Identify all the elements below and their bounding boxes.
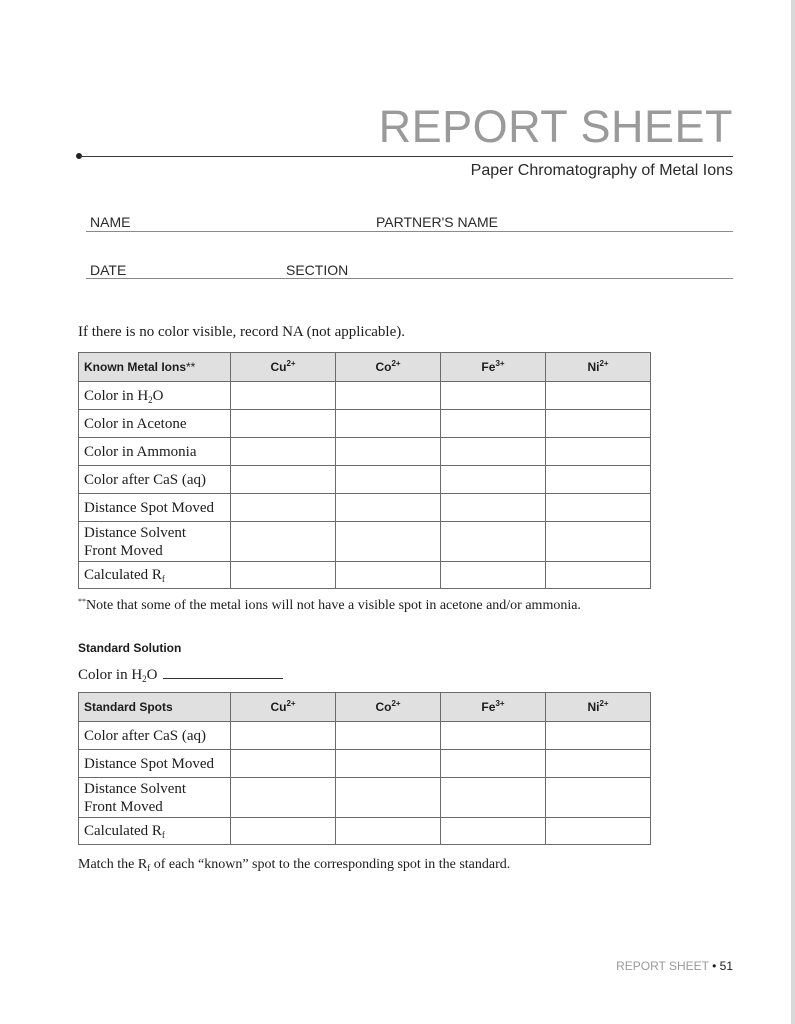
entry-cell[interactable] — [231, 722, 336, 750]
entry-cell[interactable] — [231, 750, 336, 778]
entry-cell[interactable] — [441, 382, 546, 410]
entry-cell[interactable] — [336, 778, 441, 818]
table-row — [79, 494, 651, 522]
table-row — [79, 750, 651, 778]
entry-cell[interactable] — [546, 562, 651, 589]
entry-cell[interactable] — [546, 382, 651, 410]
entry-cell[interactable] — [441, 410, 546, 438]
column-header-fe: $Fe^{3+}$ — [441, 693, 546, 722]
match-instruction: Match the $R_f$ of each “known” spot to the corresponding spot in the standard. — [78, 857, 511, 873]
name-label: NAME — [90, 214, 131, 230]
footer-label: REPORT SHEET — [616, 959, 709, 973]
column-header-ni: $Ni^{2+}$ — [546, 693, 651, 722]
entry-cell[interactable] — [546, 410, 651, 438]
table-row — [79, 410, 651, 438]
date-section-field[interactable] — [86, 278, 733, 279]
entry-cell[interactable] — [231, 438, 336, 466]
row-label-distance-solvent: Distance Solvent Front Moved — [79, 778, 231, 818]
entry-cell[interactable] — [231, 778, 336, 818]
date-label: DATE — [90, 262, 127, 278]
column-header-ni: $Ni^{2+}$ — [546, 353, 651, 382]
intro-text: If there is no color visible, record NA (not applicable). — [78, 324, 405, 340]
entry-cell[interactable] — [546, 494, 651, 522]
entry-cell[interactable] — [231, 818, 336, 845]
column-header-fe: $Fe^{3+}$ — [441, 353, 546, 382]
entry-cell[interactable] — [546, 778, 651, 818]
entry-cell[interactable] — [231, 494, 336, 522]
column-header-known: Known Metal Ions** — [79, 353, 231, 382]
entry-cell[interactable] — [546, 466, 651, 494]
entry-cell[interactable] — [546, 722, 651, 750]
entry-cell[interactable] — [231, 562, 336, 589]
entry-cell[interactable] — [441, 522, 546, 562]
column-header-standard: Standard Spots — [79, 693, 231, 722]
standard-spots-table — [78, 692, 651, 845]
page-footer — [616, 958, 733, 974]
column-header-cu: $Cu^{2+}$ — [231, 353, 336, 382]
entry-cell[interactable] — [546, 750, 651, 778]
standard-color-blank[interactable] — [163, 663, 283, 679]
entry-cell[interactable] — [546, 522, 651, 562]
entry-cell[interactable] — [336, 494, 441, 522]
entry-cell[interactable] — [231, 522, 336, 562]
entry-cell[interactable] — [336, 722, 441, 750]
page-subtitle: Paper Chromatography of Metal Ions — [470, 162, 733, 179]
entry-cell[interactable] — [441, 778, 546, 818]
entry-cell[interactable] — [336, 438, 441, 466]
table-row — [79, 438, 651, 466]
column-header-co: $Co^{2+}$ — [336, 693, 441, 722]
partners-name-label: PARTNER'S NAME — [376, 214, 498, 230]
entry-cell[interactable] — [336, 562, 441, 589]
page-number: 51 — [719, 959, 733, 973]
table-row — [79, 722, 651, 750]
page-edge — [791, 0, 795, 1024]
entry-cell[interactable] — [546, 438, 651, 466]
column-header-cu: $Cu^{2+}$ — [231, 693, 336, 722]
row-label-color-h2o: Color in $H_2O$ — [79, 382, 231, 410]
entry-cell[interactable] — [441, 494, 546, 522]
entry-cell[interactable] — [441, 722, 546, 750]
standard-color-line: Color in $H_2O$ — [78, 663, 283, 685]
page-title: REPORT SHEET — [378, 101, 733, 152]
entry-cell[interactable] — [336, 750, 441, 778]
row-label-color-after-cas: Color after CaS (aq) — [79, 466, 231, 494]
entry-cell[interactable] — [441, 750, 546, 778]
row-label-color-after-cas: Color after CaS (aq) — [79, 722, 231, 750]
table-header-row — [79, 353, 651, 382]
known-ions-table — [78, 352, 651, 589]
table-row — [79, 466, 651, 494]
entry-cell[interactable] — [231, 410, 336, 438]
footer-separator: • — [708, 959, 720, 973]
entry-cell[interactable] — [441, 438, 546, 466]
row-label-color-acetone: Color in Acetone — [79, 410, 231, 438]
entry-cell[interactable] — [336, 466, 441, 494]
column-header-co: $Co^{2+}$ — [336, 353, 441, 382]
table-header-row — [79, 693, 651, 722]
entry-cell[interactable] — [336, 410, 441, 438]
row-label-calculated-rf: Calculated $R_f$ — [79, 562, 231, 589]
row-label-color-ammonia: Color in Ammonia — [79, 438, 231, 466]
table-row — [79, 522, 651, 562]
entry-cell[interactable] — [441, 466, 546, 494]
table-row — [79, 382, 651, 410]
table-row — [79, 562, 651, 589]
entry-cell[interactable] — [441, 818, 546, 845]
entry-cell[interactable] — [336, 382, 441, 410]
row-label-distance-spot: Distance Spot Moved — [79, 750, 231, 778]
entry-cell[interactable] — [336, 818, 441, 845]
row-label-distance-spot: Distance Spot Moved — [79, 494, 231, 522]
entry-cell[interactable] — [231, 466, 336, 494]
row-label-calculated-rf: Calculated $R_f$ — [79, 818, 231, 845]
footnote: **Note that some of the metal ions will not have a visible spot in acetone and/or ammonia. — [78, 597, 581, 613]
entry-cell[interactable] — [546, 818, 651, 845]
name-field[interactable] — [86, 231, 733, 232]
section-label: SECTION — [286, 262, 349, 278]
standard-solution-heading: Standard Solution — [78, 641, 182, 655]
entry-cell[interactable] — [336, 522, 441, 562]
table-row — [79, 778, 651, 818]
title-rule — [80, 156, 733, 157]
entry-cell[interactable] — [441, 562, 546, 589]
entry-cell[interactable] — [231, 382, 336, 410]
row-label-distance-solvent: Distance Solvent Front Moved — [79, 522, 231, 562]
table-row — [79, 818, 651, 845]
